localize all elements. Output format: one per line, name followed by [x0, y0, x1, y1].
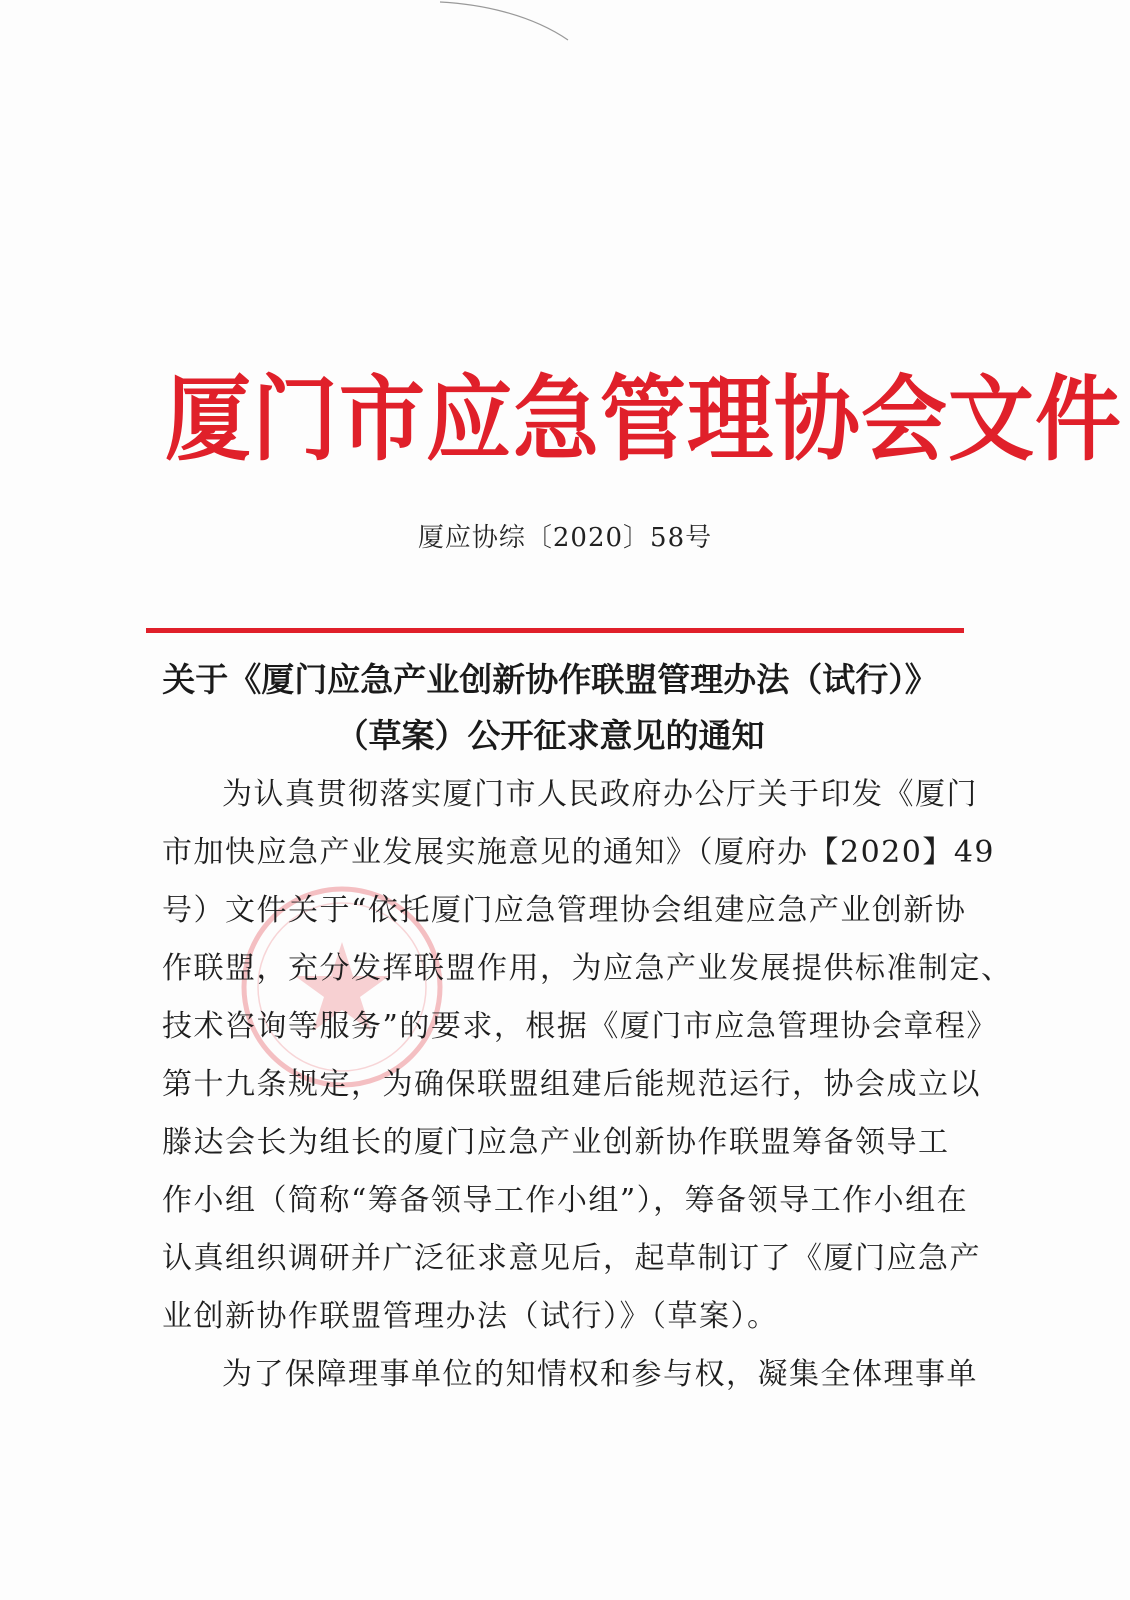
body-line: 为认真贯彻落实厦门市人民政府办公厅关于印发《厦门 — [222, 777, 978, 812]
body-line: 作联盟，充分发挥联盟作用，为应急产业发展提供标准制定、 — [162, 951, 1013, 986]
red-divider-line — [146, 628, 964, 633]
notice-body — [162, 766, 1013, 1404]
body-line: 市加快应急产业发展实施意见的通知》（厦府办【2020】49 — [162, 835, 996, 870]
body-line: 作小组（简称“筹备领导工作小组”），筹备领导工作小组在 — [162, 1183, 969, 1218]
notice-title-line-2: （草案）公开征求意见的通知 — [335, 716, 765, 755]
body-line: 号）文件关于“依托厦门应急管理协会组建应急产业创新协 — [162, 893, 967, 928]
body-line: 认真组织调研并广泛征求意见后，起草制订了《厦门应急产 — [162, 1241, 981, 1276]
document-number: 厦应协综〔2020〕58号 — [417, 523, 713, 553]
body-line: 第十九条规定，为确保联盟组建后能规范运行，协会成立以 — [162, 1067, 981, 1102]
body-line: 滕达会长为组长的厦门应急产业创新协作联盟筹备领导工 — [162, 1125, 950, 1160]
org-document-title: 厦门市应急管理协会文件 — [165, 366, 1122, 474]
body-line: 为了保障理事单位的知情权和参与权，凝集全体理事单 — [222, 1357, 978, 1392]
body-line: 技术咨询等服务”的要求，根据《厦门市应急管理协会章程》 — [162, 1009, 998, 1044]
notice-title-line-1: 关于《厦门应急产业创新协作联盟管理办法（试行）》 — [162, 660, 938, 699]
scan-artifact-curve — [440, 0, 570, 50]
body-line: 业创新协作联盟管理办法（试行）》（草案）。 — [162, 1299, 779, 1334]
